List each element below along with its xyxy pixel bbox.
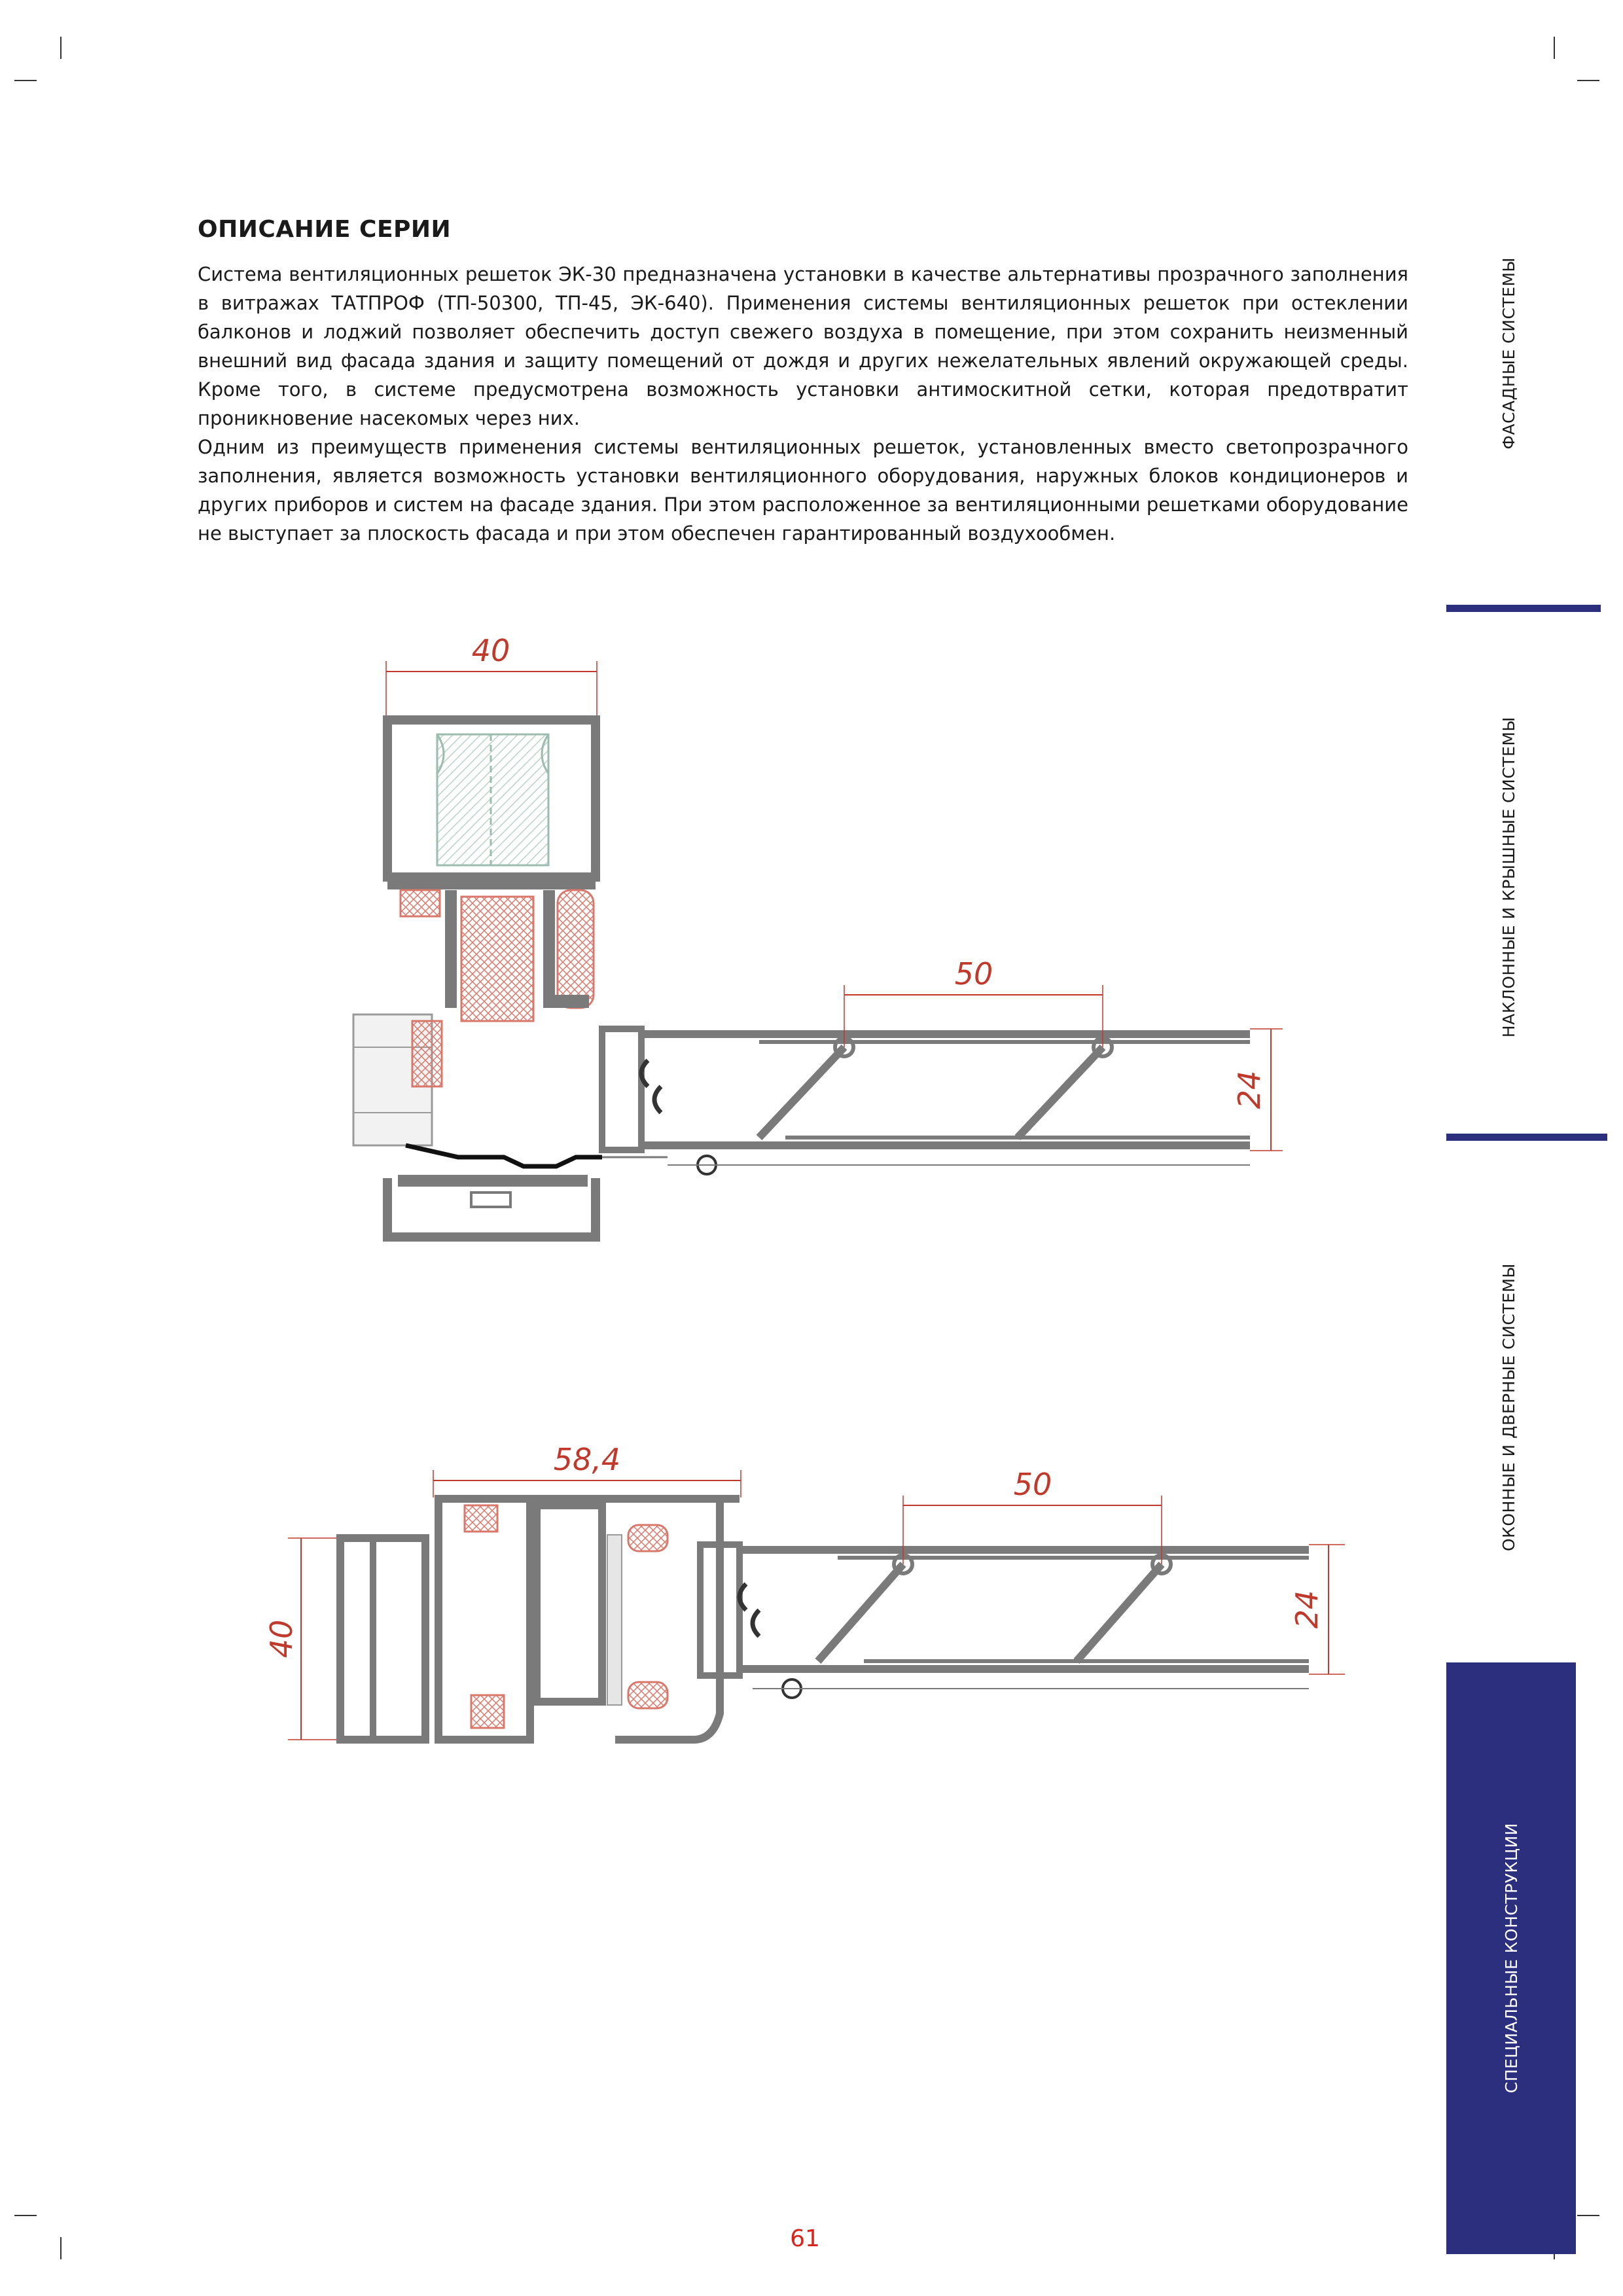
tab-special-structures[interactable]	[1446, 1662, 1576, 2254]
description-paragraph: Система вентиляционных решеток ЭК-30 предназначена установки в качестве альтернативы прозрачного заполнения в витражах ТАТПРОФ (ТП-50300, ТП-45, ЭК-640). Применения системы вентиляционных решеток при остеклении балконов и лоджий позволяет обеспечить доступ свежего воздуха в помещение, при этом сохранить неизменный внешний вид фасада здания и защиту помещений от дождя и других нежелательных явлений окружающей среды. Кроме того, в системе предусмотрена возможность установки антимоскитной сетки, которая предотвратит проникновение насекомых через них. Одним из преимуществ применения системы вентиляционных решеток, установленных вместо светопрозрачного заполнения, является возможность установки вентиляционного оборудования, наружных блоков кондиционеров и других приборов и систем на фасаде здания. При этом расположенное за вентиляционными решетками оборудование не выступает за плоскость фасада и при этом обеспечен гарантированный воздухообмен.	[198, 263, 1408, 545]
window-frame-profile	[340, 1499, 740, 1740]
dimension-40	[386, 633, 597, 720]
section-drawing-2	[249, 1420, 1348, 1774]
dimension-24	[1289, 1545, 1345, 1674]
frame-profile	[353, 880, 602, 1237]
tab-inclined-roof-systems[interactable]	[1446, 713, 1571, 1041]
tab-label: ФАСАДНЫЕ СИСТЕМЫ	[1499, 257, 1518, 450]
dimension-58-4	[433, 1442, 741, 1498]
tab-label: НАКЛОННЫЕ И КРЫШНЫЕ СИСТЕМЫ	[1499, 716, 1518, 1038]
vent-grille-panel	[700, 1545, 1309, 1698]
tab-facade-systems[interactable]	[1446, 249, 1571, 458]
section-title: ОПИСАНИЕ СЕРИИ	[198, 216, 452, 243]
crop-mark	[14, 2215, 37, 2216]
description-section	[198, 216, 1408, 548]
mullion-profile	[387, 720, 596, 877]
dim-label: 50	[1013, 1467, 1052, 1502]
dim-label: 50	[954, 956, 993, 992]
tab-divider	[1446, 1134, 1607, 1141]
tab-label: СПЕЦИАЛЬНЫЕ КОНСТРУКЦИИ	[1501, 1823, 1521, 2094]
crop-mark	[60, 37, 62, 59]
page-number: 61	[790, 2225, 820, 2252]
tab-divider	[1446, 605, 1601, 612]
crop-mark	[14, 80, 37, 81]
dim-label: 58,4	[553, 1442, 621, 1477]
tab-window-door-systems[interactable]	[1446, 1250, 1571, 1564]
dim-label: 24	[1232, 1070, 1267, 1109]
dim-label: 40	[471, 633, 510, 668]
dim-label: 40	[264, 1619, 299, 1659]
crop-mark	[1554, 37, 1555, 59]
vent-grille-panel	[602, 1029, 1250, 1174]
crop-mark	[1577, 2215, 1599, 2216]
dimension-40-vertical	[264, 1538, 340, 1740]
crop-mark	[1577, 80, 1599, 81]
dim-label: 24	[1289, 1590, 1325, 1629]
tab-label: ОКОННЫЕ И ДВЕРНЫЕ СИСТЕМЫ	[1499, 1263, 1518, 1552]
section-drawing-1	[327, 628, 1296, 1257]
dimension-24	[1232, 1029, 1283, 1151]
crop-mark	[60, 2237, 62, 2259]
